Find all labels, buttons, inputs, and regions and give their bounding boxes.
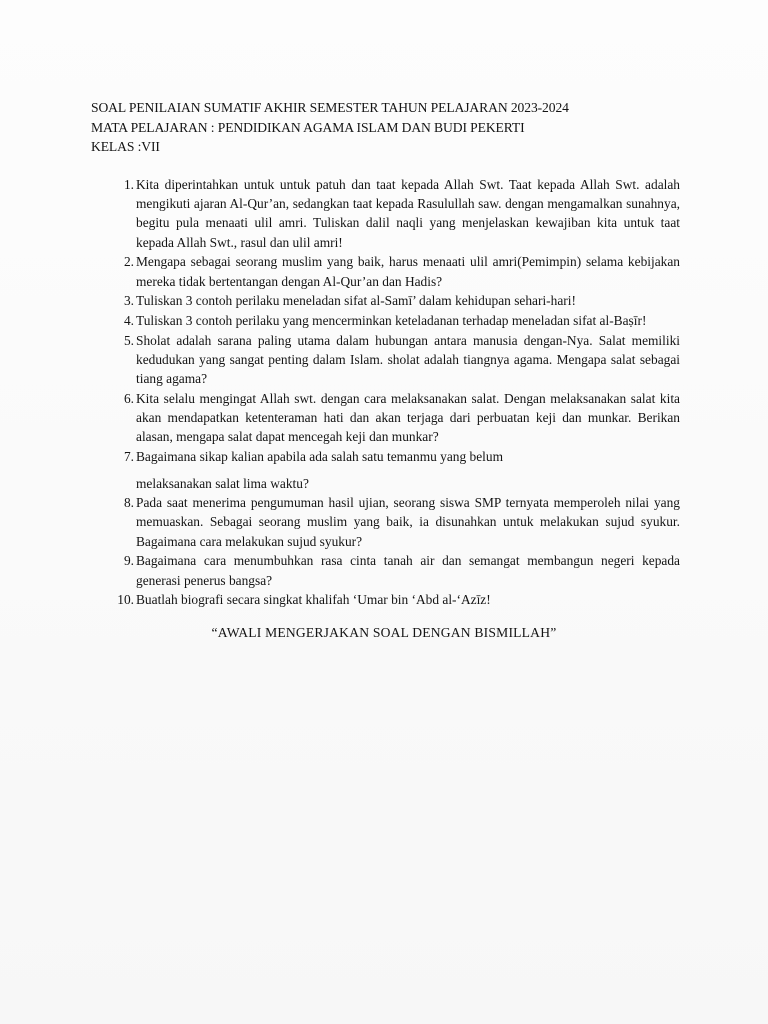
- question-text-continuation: melaksanakan salat lima waktu?: [136, 476, 309, 492]
- question-number: 6.: [123, 390, 134, 406]
- question-item: [92, 389, 680, 447]
- exam-title: SOAL PENILAIAN SUMATIF AKHIR SEMESTER TAHUN PELAJARAN 2023-2024: [91, 100, 569, 115]
- question-text: Tuliskan 3 contoh perilaku yang mencerminkan keteladanan terhadap meneladan sifat al-Baṣīr!: [136, 312, 647, 328]
- question-number: 1.: [123, 177, 134, 192]
- question-item: [92, 331, 680, 389]
- class-line: KELAS :VII: [91, 139, 160, 154]
- question-item: [92, 252, 680, 290]
- question-item: [92, 590, 680, 609]
- question-number: 3.: [123, 293, 134, 309]
- question-text: Mengapa sebagai seorang muslim yang baik, harus menaati ulil amri(Pemimpin) selama kebijakan mereka tidak bertentangan dengan Al-Qur’an dan Hadis?: [136, 254, 680, 289]
- question-text: Kita diperintahkan untuk untuk patuh dan taat kepada Allah Swt. Taat kepada Allah Swt. adalah mengikuti ajaran Al-Qur’an, sedangkan taat kepada Rasulullah saw. dengan mengamalkan sunahnya, begitu pula menaati ulil amri. Tuliskan dalil naqli yang menjelaskan kewajiban kita untuk taat kepada Allah Swt., rasul dan ulil amri!: [136, 177, 680, 250]
- question-number: 5.: [123, 332, 134, 348]
- question-number: 4.: [123, 312, 134, 328]
- question-text: Bagaimana cara menumbuhkan rasa cinta tanah air dan semangat membangun negeri kepada generasi penerus bangsa?: [136, 553, 680, 588]
- closing-note: “AWALI MENGERJAKAN SOAL DENGAN BISMILLAH”: [211, 625, 557, 640]
- question-number: 9.: [123, 553, 134, 569]
- question-text: Buatlah biografi secara singkat khalifah ‘Umar bin ‘Abd al-‘Azīz!: [136, 592, 491, 608]
- question-item: [92, 175, 680, 252]
- question-text: Pada saat menerima pengumuman hasil ujian, seorang siswa SMP ternyata memperoleh nilai yang memuaskan. Sebagai seorang muslim yang baik, ia disunahkan untuk melakukan sujud syukur. Bagaimana cara melakukan sujud syukur?: [136, 495, 680, 549]
- question-item: [92, 551, 680, 589]
- question-item: [92, 311, 680, 330]
- question-list: [92, 175, 680, 610]
- question-item: [92, 493, 680, 551]
- subject-line: MATA PELAJARAN : PENDIDIKAN AGAMA ISLAM DAN BUDI PEKERTI: [91, 119, 525, 135]
- document-header: [91, 98, 691, 157]
- question-text-wrapper: [136, 447, 680, 493]
- question-number: 2.: [123, 254, 134, 270]
- question-text: Bagaimana sikap kalian apabila ada salah satu temanmu yang belum: [136, 448, 504, 464]
- question-text: Sholat adalah sarana paling utama dalam hubungan antara manusia dengan-Nya. Salat memiliki kedudukan yang sangat penting dalam Islam. sholat adalah tiangnya agama. Mengapa salat sebagai tiang agama?: [136, 332, 680, 387]
- question-item: [92, 291, 680, 310]
- question-number: 8.: [123, 495, 134, 511]
- question-number: 7.: [123, 448, 134, 464]
- question-text: Tuliskan 3 contoh perilaku meneladan sifat al-Samī’ dalam kehidupan sehari-hari!: [136, 293, 576, 309]
- question-number: 10.: [117, 592, 134, 608]
- question-item: [92, 447, 680, 493]
- question-text: Kita selalu mengingat Allah swt. dengan cara melaksanakan salat. Dengan melaksanakan salat kita akan mendapatkan ketenteraman hati dan akan terjaga dari perbuatan keji dan munkar. Berikan alasan, mengapa salat dapat mencegah keji dan munkar?: [136, 390, 680, 445]
